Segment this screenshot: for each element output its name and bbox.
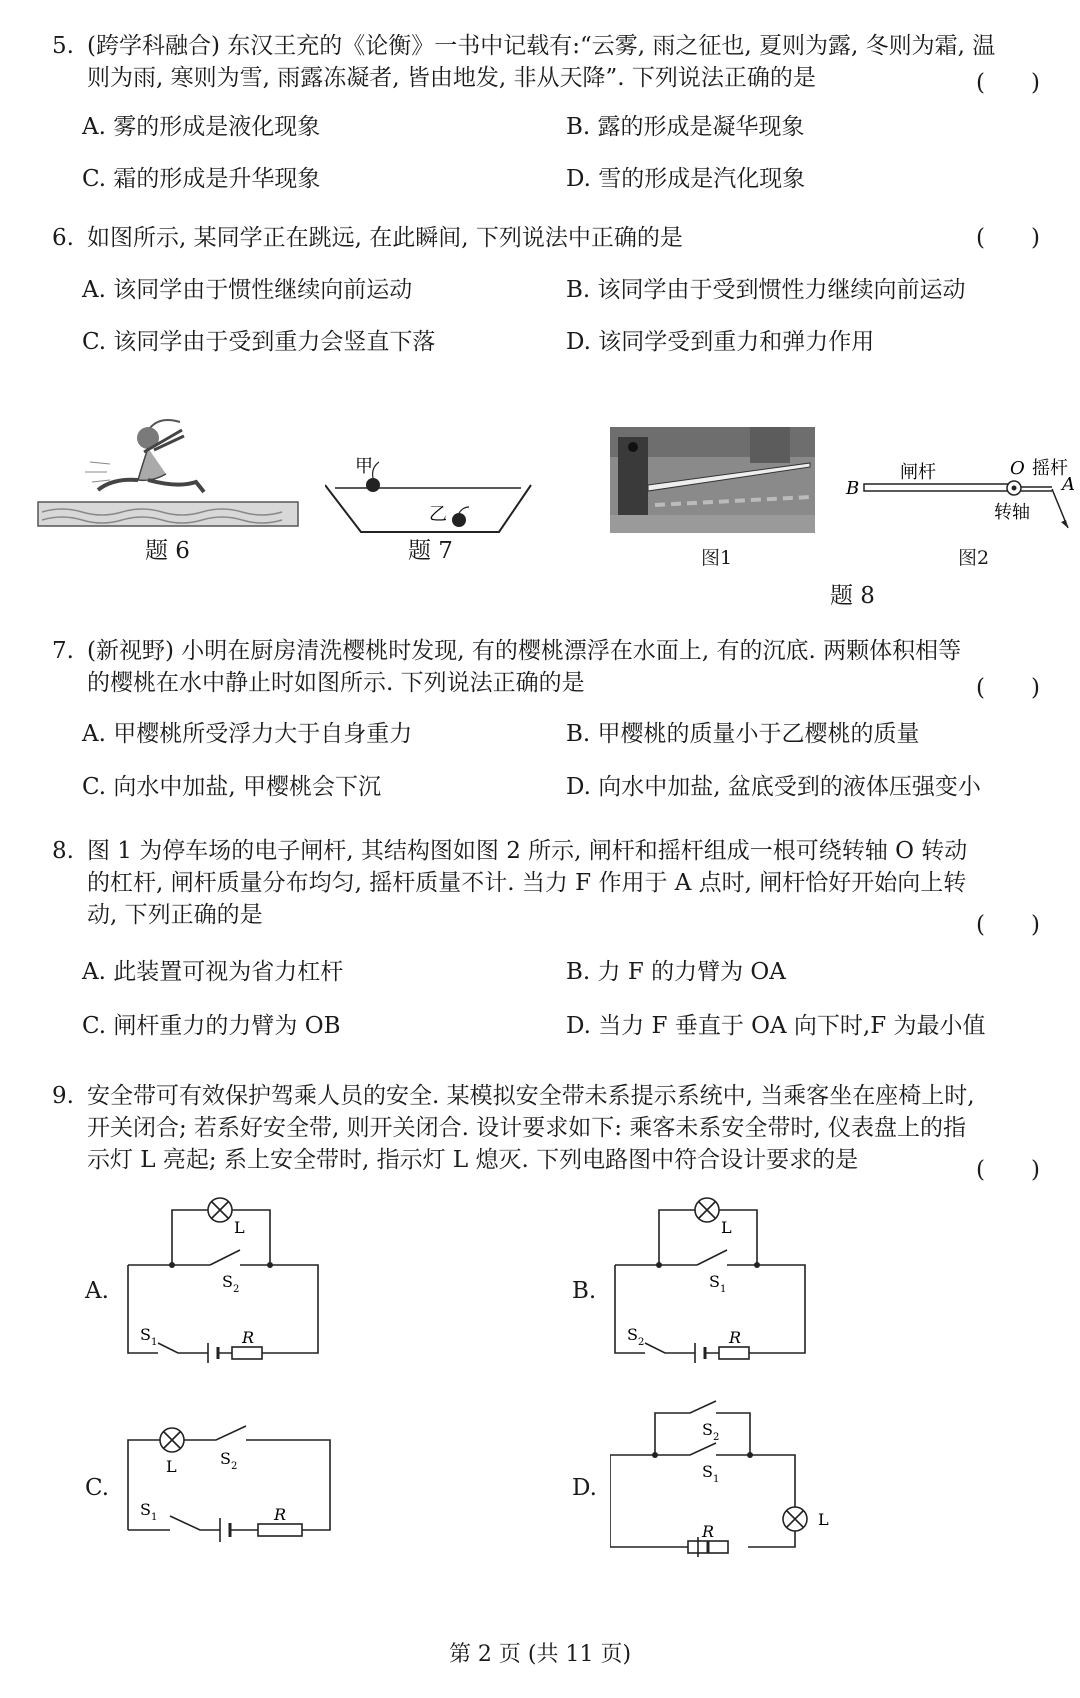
switch-label: S — [140, 1500, 151, 1519]
page-footer: 第 2 页 (共 11 页) — [448, 1642, 632, 1667]
label-jia: 甲 — [355, 456, 373, 477]
question-stem-line: 图 1 为停车场的电子闸杆, 其结构图如图 2 所示, 闸杆和摇杆组成一根可绕转轴 O 转动 — [87, 838, 968, 864]
switch-subscript: 2 — [231, 1461, 238, 1472]
cherry-basin-figure — [325, 450, 535, 540]
lamp-label: L — [818, 1510, 829, 1529]
answer-blank: ( ) — [976, 675, 1040, 701]
resistor-label: R — [729, 1328, 742, 1347]
circuit-b — [607, 1195, 827, 1370]
question-9 — [52, 1080, 1040, 1183]
option-a: A. — [85, 1278, 109, 1304]
cherry-yi — [452, 513, 466, 527]
option-d: D. 向水中加盐, 盆底受到的液体压强变小 — [566, 774, 981, 800]
switch-label: S — [220, 1449, 231, 1468]
lamp-l — [695, 1198, 719, 1222]
switch-label: S — [222, 1272, 233, 1291]
lamp-l — [208, 1198, 232, 1222]
basin-outline — [325, 485, 531, 532]
question-8 — [52, 835, 1040, 938]
switch-label: S — [709, 1272, 720, 1291]
question-7 — [52, 635, 1040, 699]
question-stem-line: 的杠杆, 闸杆质量分布均匀, 摇杆质量不计. 当力 F 作用于 A 点时, 闸杆恰好开始向上转 — [87, 870, 967, 897]
figure-caption: 图1 — [701, 547, 733, 569]
question-stem-line: 安全带可有效保护驾乘人员的安全. 某模拟安全带未系提示系统中, 当乘客坐在座椅上时, — [87, 1083, 975, 1109]
label-yi: 乙 — [429, 504, 447, 525]
question-6 — [52, 222, 1040, 254]
rocker-label: 摇杆 — [1032, 458, 1068, 479]
switch-subscript: 2 — [713, 1432, 720, 1443]
option-a: A. 甲樱桃所受浮力大于自身重力 — [82, 721, 413, 747]
question-number: 8. — [52, 838, 74, 864]
answer-blank: ( ) — [976, 225, 1040, 251]
gate-bar — [864, 484, 1014, 491]
circuit-a — [120, 1195, 340, 1370]
option-c: C. 向水中加盐, 甲樱桃会下沉 — [82, 774, 382, 800]
question-number: 7. — [52, 638, 74, 664]
circuit-c — [120, 1420, 340, 1550]
question-number: 6. — [52, 225, 74, 251]
parking-gate-photo — [610, 427, 820, 537]
option-c: C. 霜的形成是升华现象 — [82, 166, 321, 192]
cherry-jia — [366, 478, 380, 492]
pivot-label: 转轴 — [994, 502, 1030, 523]
question-stem-line: 的樱桃在水中静止时如图所示. 下列说法正确的是 — [87, 670, 585, 697]
resistor-label: R — [702, 1522, 715, 1541]
jumper-illustration — [85, 420, 204, 492]
answer-blank: ( ) — [976, 912, 1040, 938]
circuit-d — [610, 1395, 850, 1570]
option-d: D. 当力 F 垂直于 OA 向下时,F 为最小值 — [566, 1013, 986, 1039]
switch-label: S — [702, 1462, 713, 1481]
question-stem-line: (跨学科融合) 东汉王充的《论衡》一书中记载有:“云雾, 雨之征也, 夏则为露, 冬则为霜, 温 — [87, 33, 996, 59]
question-stem-line: (新视野) 小明在厨房清洗樱桃时发现, 有的樱桃漂浮在水面上, 有的沉底. 两颗体积相等 — [87, 638, 962, 664]
option-d: D. 雪的形成是汽化现象 — [566, 166, 806, 192]
question-stem-line: 动, 下列正确的是 — [87, 902, 263, 929]
question-stem-line: 开关闭合; 若系好安全带, 则开关闭合. 设计要求如下: 乘客未系安全带时, 仪表盘上的指 — [87, 1115, 966, 1142]
figure-caption: 题 7 — [408, 538, 453, 564]
answer-blank: ( ) — [976, 70, 1040, 96]
option-c: C. 该同学由于受到重力会竖直下落 — [82, 329, 436, 355]
lamp-label: L — [234, 1218, 245, 1237]
switch-subscript: 2 — [638, 1337, 645, 1348]
option-b: B. 该同学由于受到惯性力继续向前运动 — [566, 277, 966, 303]
question-stem-line: 示灯 L 亮起; 系上安全带时, 指示灯 L 熄灭. 下列电路图中符合设计要求的是 — [87, 1147, 859, 1174]
switch-subscript: 1 — [151, 1512, 158, 1523]
option-a: A. 此装置可视为省力杠杆 — [82, 959, 344, 985]
option-b: B. 甲樱桃的质量小于乙樱桃的质量 — [566, 721, 920, 747]
switch-subscript: 1 — [151, 1337, 158, 1348]
option-b: B. 露的形成是凝华现象 — [566, 114, 805, 140]
switch-label: S — [702, 1420, 713, 1439]
option-b: B. 力 F 的力臂为 OA — [566, 959, 786, 985]
switch-subscript: 1 — [713, 1474, 720, 1485]
figure-caption: 题 6 — [145, 538, 190, 564]
question-5 — [52, 30, 1040, 94]
option-d: D. — [572, 1475, 597, 1501]
option-c: C. — [85, 1475, 110, 1501]
switch-subscript: 1 — [720, 1284, 727, 1295]
point-a-label: A — [1062, 474, 1075, 495]
figure-caption: 题 8 — [830, 583, 875, 609]
option-d: D. 该同学受到重力和弹力作用 — [566, 329, 875, 355]
point-o-label: O — [1010, 458, 1025, 479]
point-b-label: B — [846, 478, 860, 499]
gate-bar-label: 闸杆 — [900, 462, 936, 483]
switch-subscript: 2 — [233, 1284, 240, 1295]
figure-caption: 图2 — [958, 547, 990, 569]
lamp-l — [783, 1507, 807, 1531]
question-stem-line: 则为雨, 寒则为雪, 雨露冻凝者, 皆由地发, 非从天降”. 下列说法正确的是 — [87, 65, 816, 92]
resistor-label: R — [274, 1505, 287, 1524]
resistor-label: R — [242, 1328, 255, 1347]
answer-blank: ( ) — [976, 1157, 1040, 1183]
question-number: 5. — [52, 33, 74, 59]
switch-label: S — [140, 1325, 151, 1344]
lever-diagram — [840, 452, 1080, 532]
question-number: 9. — [52, 1083, 74, 1109]
lamp-label: L — [166, 1457, 177, 1476]
option-c: C. 闸杆重力的力臂为 OB — [82, 1013, 341, 1039]
lamp-l — [160, 1428, 184, 1452]
sand-pit — [38, 502, 298, 526]
switch-label: S — [627, 1325, 638, 1344]
question-stem-line: 如图所示, 某同学正在跳远, 在此瞬间, 下列说法中正确的是 — [87, 225, 683, 251]
option-a: A. 雾的形成是液化现象 — [82, 114, 321, 140]
option-b: B. — [572, 1278, 597, 1304]
lamp-label: L — [721, 1218, 732, 1237]
option-a: A. 该同学由于惯性继续向前运动 — [82, 277, 413, 303]
